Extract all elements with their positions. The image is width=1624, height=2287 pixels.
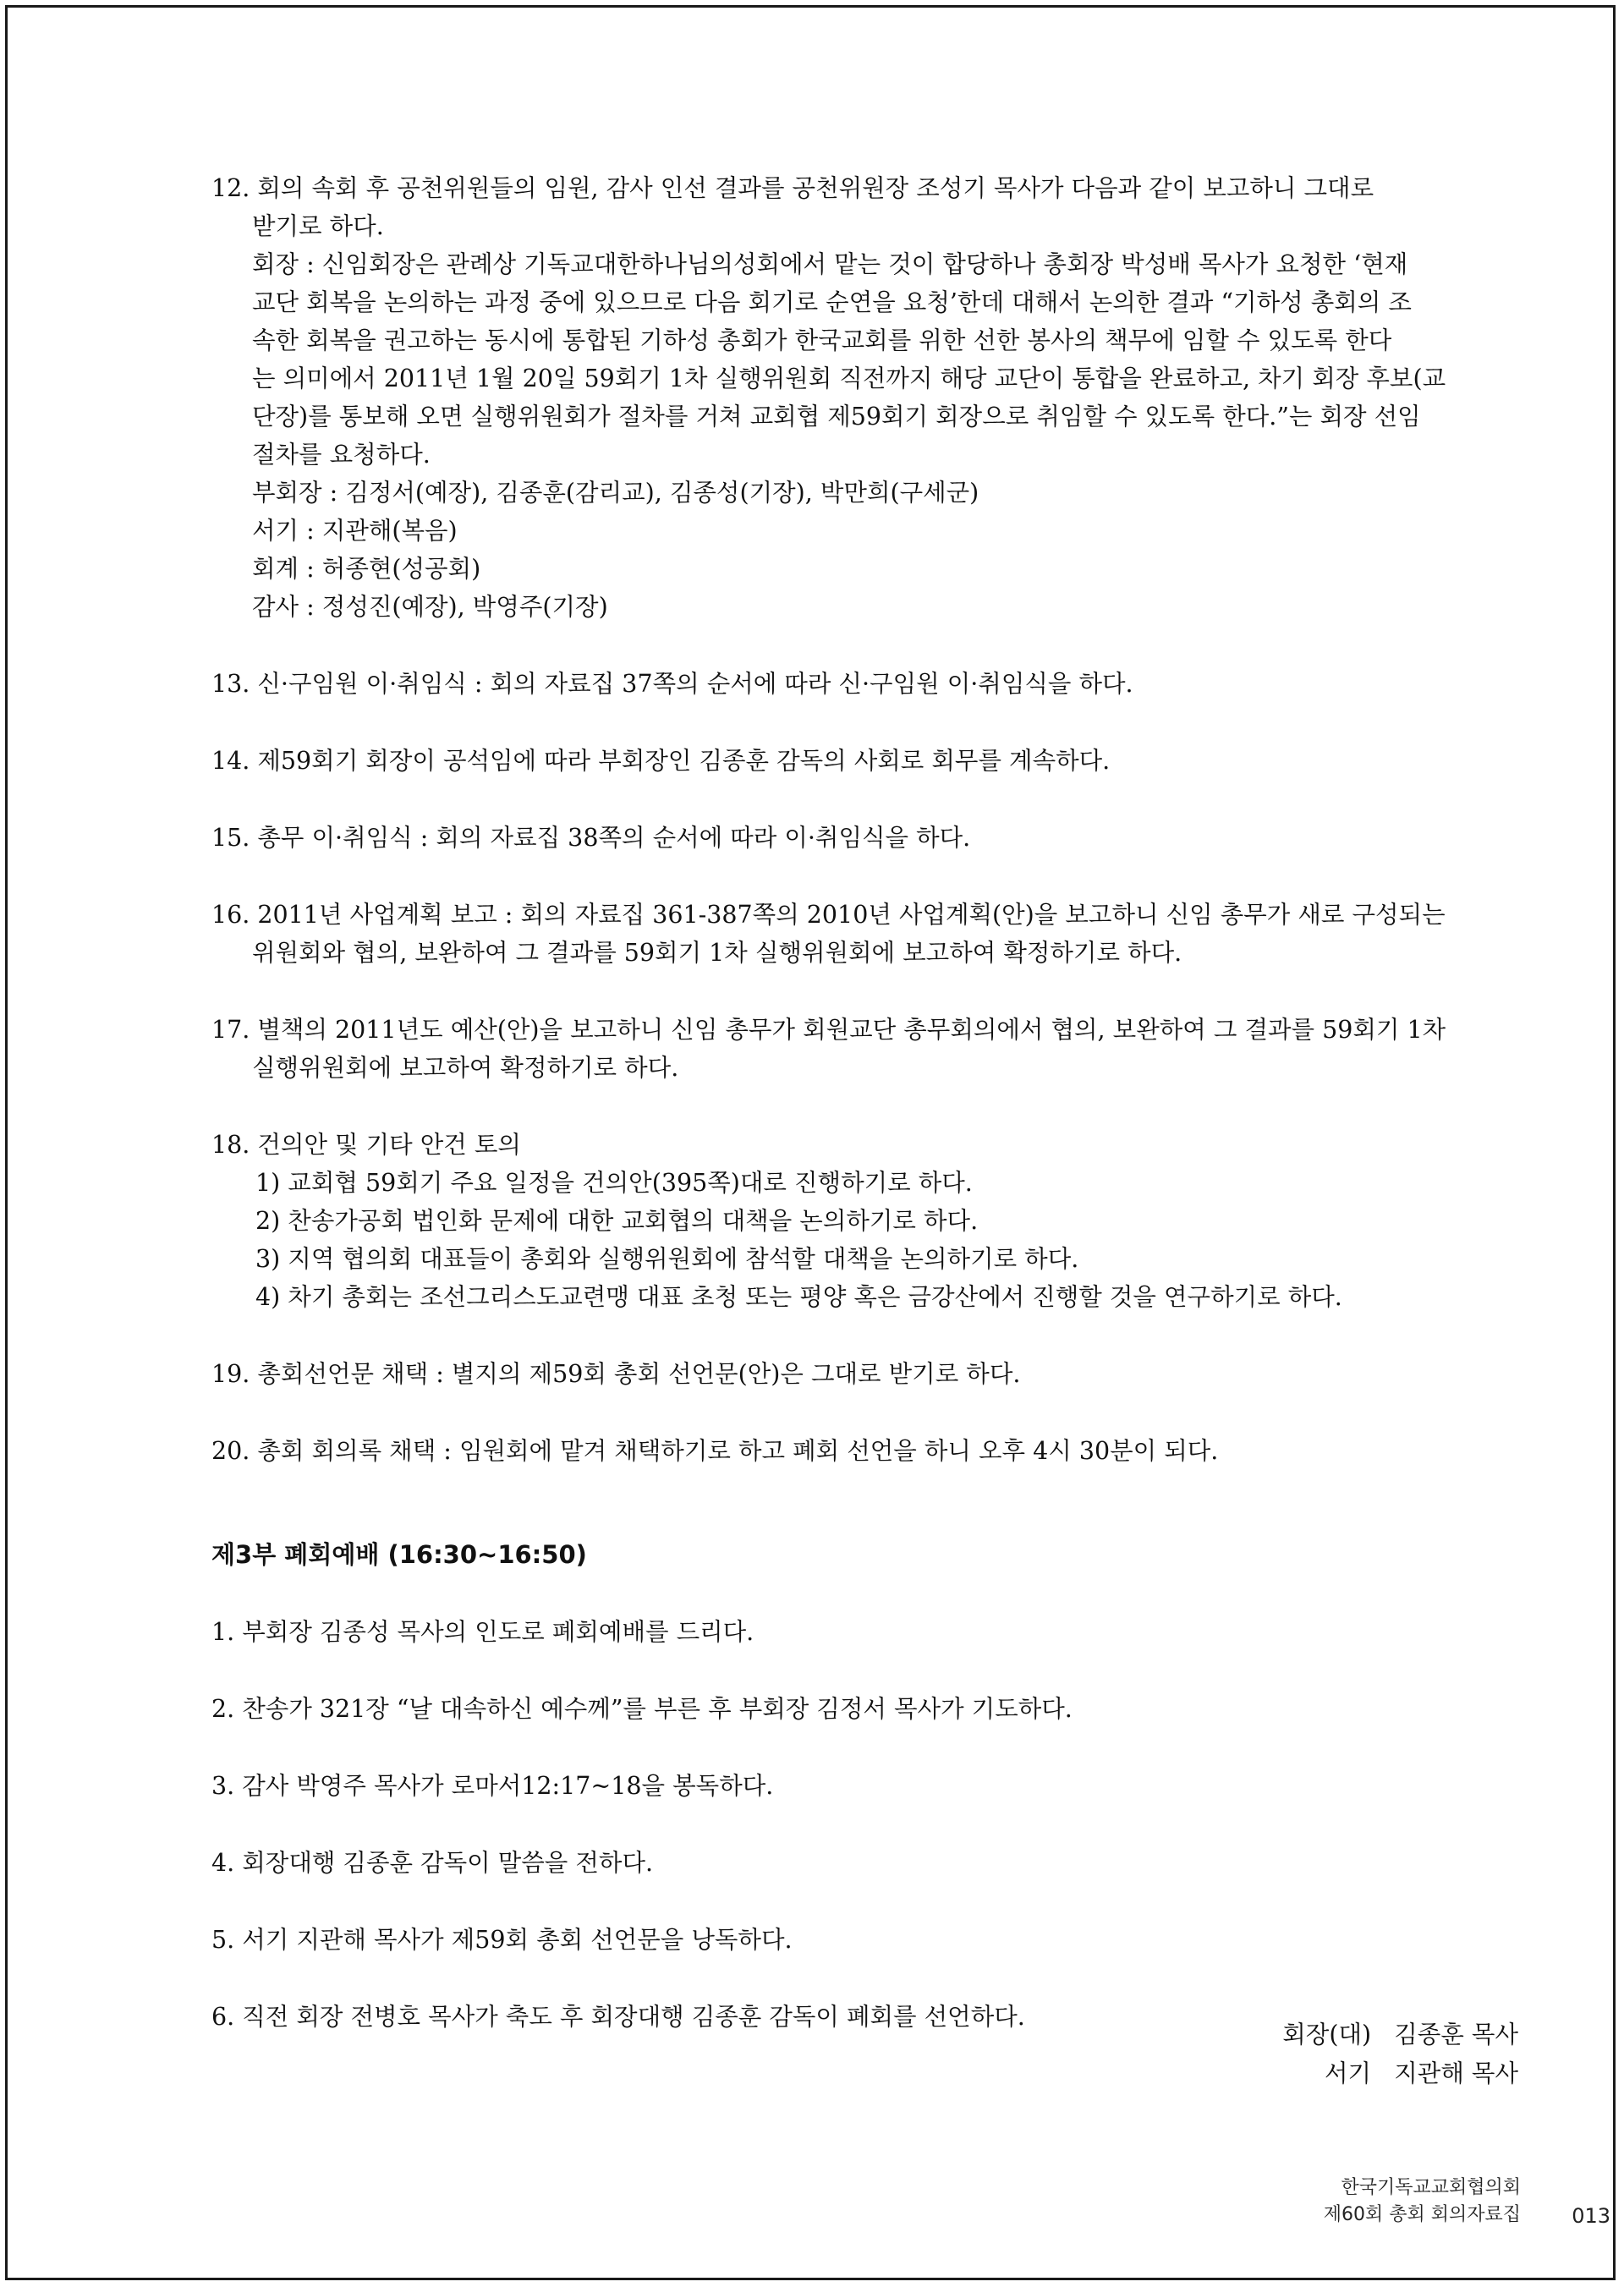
- spacer: [211, 1882, 1531, 1921]
- spacer: [211, 1651, 1531, 1690]
- treasurer-entry: 회계 : 허종현(성공회): [252, 555, 481, 583]
- service-step: 2. 찬송가 321장 “날 대속하신 예수께”를 부른 후 부회장 김정서 목사가 기도하다.: [211, 1695, 1073, 1723]
- spacer: [211, 1805, 1531, 1844]
- item-20: 20. 총회 회의록 채택 : 임원회에 맡겨 채택하기로 하고 폐회 선언을 하니 오후 4시 30분이 되다.: [211, 1437, 1219, 1465]
- section-heading: 제3부 폐회예배 (16:30~16:50): [211, 1540, 587, 1569]
- page-number: 013: [1572, 2204, 1610, 2228]
- spacer: [211, 780, 1531, 819]
- spacer: [211, 1087, 1531, 1126]
- service-step: 3. 감사 박영주 목사가 로마서12:17~18을 봉독하다.: [211, 1772, 774, 1800]
- item-12: [211, 169, 1531, 626]
- item-18-sub: 4) 차기 총회는 조선그리스도교련맹 대표 초청 또는 평양 혹은 금강산에서 진행할 것을 연구하기로 하다.: [255, 1283, 1342, 1311]
- item-19: 19. 총회선언문 채택 : 별지의 제59회 총회 선언문(안)은 그대로 받기로 하다.: [211, 1360, 1021, 1388]
- minutes-body: [211, 169, 1531, 2036]
- secretary-entry: 서기 : 지관해(복음): [252, 517, 458, 545]
- president-line: 절차를 요청하다.: [252, 441, 431, 469]
- item-16-line1: 16. 2011년 사업계획 보고 : 회의 자료집 361-387쪽의 2010년 사업계획(안)을 보고하니 신임 총무가 새로 구성되는: [211, 901, 1446, 929]
- spacer: [211, 1574, 1531, 1613]
- secretary-signature: 서기 지관해 목사: [1325, 2059, 1518, 2087]
- signature-block: [1282, 2016, 1518, 2093]
- auditor-entry: 감사 : 정성진(예장), 박영주(기장): [252, 593, 608, 621]
- president-line: 교단 회복을 논의하는 과정 중에 있으므로 다음 회기로 순연을 요청’한데 대해서 논의한 결과 “기하성 총회의 조: [252, 288, 1412, 316]
- item-16-line2: 위원회와 협의, 보완하여 그 결과를 59회기 1차 실행위원회에 보고하여 확정하기로 하다.: [252, 939, 1182, 967]
- item-17: [211, 1011, 1531, 1087]
- footer-org: 한국기독교교회협의회: [1341, 2177, 1521, 2198]
- president-line: 단장)를 통보해 오면 실행위원회가 절차를 거쳐 교회협 제59회기 회장으로 취임할 수 있도록 한다.”는 회장 선임: [252, 403, 1421, 431]
- spacer: [211, 1470, 1531, 1536]
- item-14: 14. 제59회기 회장이 공석임에 따라 부회장인 김종훈 감독의 사회로 회무를 계속하다.: [211, 747, 1111, 775]
- item-18-sub: 1) 교회협 59회기 주요 일정을 건의안(395쪽)대로 진행하기로 하다.: [255, 1169, 973, 1197]
- spacer: [211, 1959, 1531, 1998]
- spacer: [211, 703, 1531, 742]
- spacer: [211, 626, 1531, 665]
- footer-doc-title: 제60회 총회 회의자료집: [1323, 2204, 1521, 2225]
- president-signature: 회장(대) 김종훈 목사: [1282, 2021, 1518, 2048]
- president-line: 는 의미에서 2011년 1월 20일 59회기 1차 실행위원회 직전까지 해당 교단이 통합을 완료하고, 차기 회장 후보(교: [252, 365, 1446, 392]
- service-step: 1. 부회장 김종성 목사의 인도로 폐회예배를 드리다.: [211, 1618, 754, 1646]
- item-18: [211, 1126, 1531, 1316]
- item-16: [211, 896, 1531, 972]
- spacer: [211, 1316, 1531, 1355]
- item-18-sub: 2) 찬송가공회 법인화 문제에 대한 교회협의 대책을 논의하기로 하다.: [255, 1207, 979, 1235]
- item-17-line2: 실행위원회에 보고하여 확정하기로 하다.: [252, 1054, 679, 1082]
- spacer: [211, 972, 1531, 1011]
- item-18-title: 18. 건의안 및 기타 안건 토의: [211, 1131, 521, 1159]
- vice-presidents: 부회장 : 김정서(예장), 김종훈(감리교), 김종성(기장), 박만희(구세군): [252, 479, 979, 507]
- item-17-line1: 17. 별책의 2011년도 예산(안)을 보고하니 신임 총무가 회원교단 총무회의에서 협의, 보완하여 그 결과를 59회기 1차: [211, 1016, 1446, 1044]
- page-footer: [1324, 2175, 1521, 2229]
- item-18-sub: 3) 지역 협의회 대표들이 총회와 실행위원회에 참석할 대책을 논의하기로 하다.: [255, 1245, 1079, 1273]
- spacer: [211, 857, 1531, 896]
- item-12-line2: 받기로 하다.: [252, 212, 384, 240]
- president-decision: 회장 : 신임회장은 관례상 기독교대한하나님의성회에서 맡는 것이 합당하나 총회장 박성배 목사가 요청한 ‘현재: [252, 250, 1408, 278]
- service-step: 6. 직전 회장 전병호 목사가 축도 후 회장대행 김종훈 감독이 폐회를 선언하다.: [211, 2003, 1025, 2031]
- spacer: [211, 1393, 1531, 1432]
- spacer: [211, 1728, 1531, 1767]
- service-step: 5. 서기 지관해 목사가 제59회 총회 선언문을 낭독하다.: [211, 1926, 793, 1954]
- item-12-line1: 12. 회의 속회 후 공천위원들의 임원, 감사 인선 결과를 공천위원장 조성기 목사가 다음과 같이 보고하니 그대로: [211, 174, 1374, 202]
- president-line: 속한 회복을 권고하는 동시에 통합된 기하성 총회가 한국교회를 위한 선한 봉사의 책무에 임할 수 있도록 한다: [252, 326, 1392, 354]
- item-13: 13. 신·구임원 이·취임식 : 회의 자료집 37쪽의 순서에 따라 신·구임원 이·취임식을 하다.: [211, 670, 1133, 698]
- item-15: 15. 총무 이·취임식 : 회의 자료집 38쪽의 순서에 따라 이·취임식을 하다.: [211, 824, 971, 852]
- service-step: 4. 회장대행 김종훈 감독이 말씀을 전하다.: [211, 1849, 654, 1877]
